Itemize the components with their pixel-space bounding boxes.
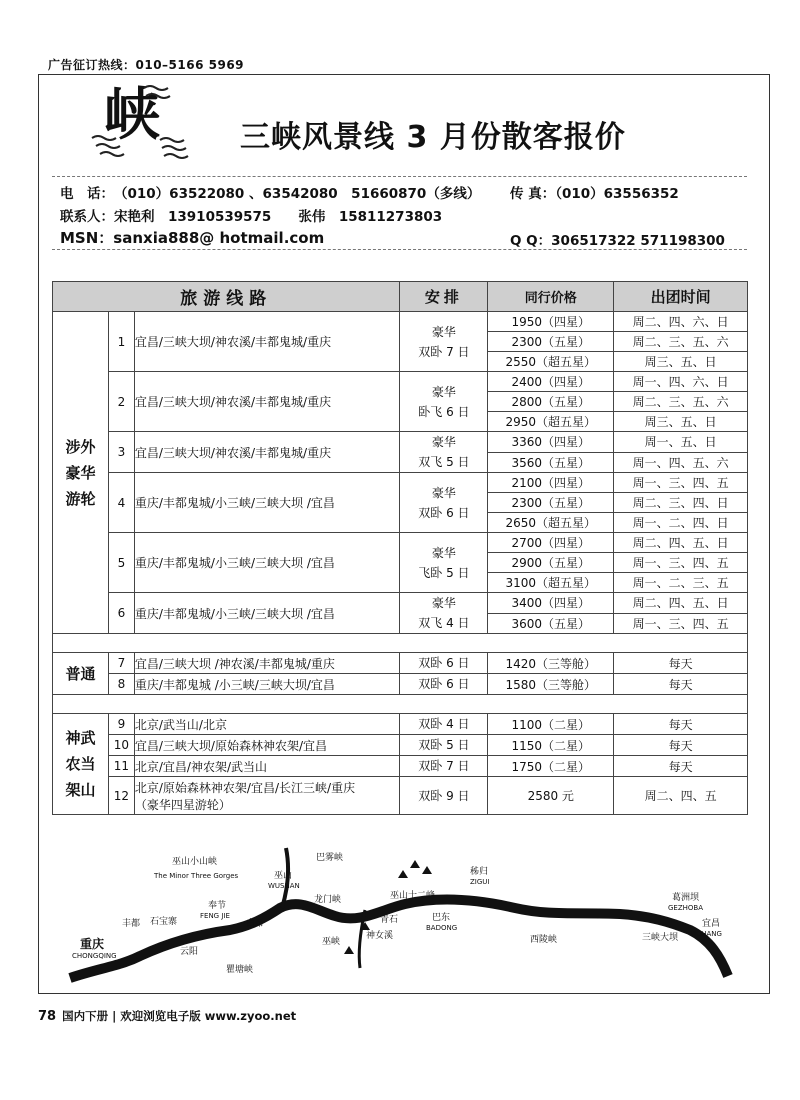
msn-label: MSN：	[60, 229, 114, 247]
price-cell: 2800（五星）	[488, 392, 614, 412]
map-label-qingshi: 青石	[380, 915, 399, 925]
map-label-fengjie: 奉节	[208, 901, 227, 911]
route-number: 5	[108, 533, 134, 593]
qq-label: Q Q：	[510, 233, 552, 249]
route-arrangement: 豪华 双飞 4 日	[400, 593, 488, 634]
time-cell: 每天	[614, 674, 748, 695]
route-name: 宜昌/三峡大坝 /神农溪/丰都鬼城/重庆	[134, 653, 400, 674]
time-cell: 周二、四、五、日	[614, 593, 748, 614]
map-label-twelve-peaks: 巫山十二峰	[390, 891, 436, 901]
phone-value: （010）63522080 、63542080 51660870（多线）	[114, 186, 481, 202]
route-name: 宜昌/三峡大坝/原始森林神农架/宜昌	[134, 735, 400, 756]
map-label-longmenxia: 龙门峡	[314, 895, 342, 905]
time-cell: 周一、二、三、五	[614, 573, 748, 593]
map-label-wuxia: 巫峡	[322, 937, 341, 947]
map-label-gezhouba-en: GEZHOBA	[668, 904, 704, 912]
table-row	[53, 653, 748, 674]
time-cell: 周一、五、日	[614, 432, 748, 453]
price-cell: 1150（二星）	[488, 735, 614, 756]
route-arrangement: 豪华 卧飞 6 日	[400, 372, 488, 432]
yangtze-river	[70, 900, 728, 978]
route-number: 7	[108, 653, 134, 674]
price-cell: 3560（五星）	[488, 452, 614, 473]
route-name: 北京/宜昌/神农架/武当山	[134, 756, 400, 777]
time-cell: 每天	[614, 714, 748, 735]
msn-value: sanxia888@ hotmail.com	[113, 229, 325, 247]
route-arrangement: 豪华 双卧 6 日	[400, 473, 488, 533]
fax-row	[510, 182, 679, 202]
table-gap	[53, 634, 748, 653]
price-cell: 1100（二星）	[488, 714, 614, 735]
map-label-xilingxia: 西陵峡	[530, 935, 558, 945]
price-cell: 3400（四星）	[488, 593, 614, 614]
route-number: 8	[108, 674, 134, 695]
price-cell: 3600（五星）	[488, 613, 614, 634]
route-name: 重庆/丰都鬼城/小三峡/三峡大坝 /宜昌	[134, 593, 400, 634]
table-row	[53, 372, 748, 392]
map-label-yichang: 宜昌	[702, 919, 721, 929]
route-name: 重庆/丰都鬼城/小三峡/三峡大坝 /宜昌	[134, 533, 400, 593]
price-cell: 2950（超五星）	[488, 412, 614, 432]
map-label-sanxia-daba: 三峡大坝	[642, 933, 679, 943]
footer-text: 国内下册 | 欢迎浏览电子版 www.zyoo.net	[62, 1009, 297, 1023]
logo-character: 峡	[104, 82, 160, 148]
table-row	[53, 312, 748, 332]
time-cell: 周一、四、五、六	[614, 452, 748, 473]
table-gap	[53, 695, 748, 714]
table-row	[53, 735, 748, 756]
route-arrangement: 豪华 双飞 5 日	[400, 432, 488, 473]
table-header	[53, 282, 748, 312]
route-name: 北京/武当山/北京	[134, 714, 400, 735]
price-cell: 3100（超五星）	[488, 573, 614, 593]
price-cell: 2580 元	[488, 777, 614, 815]
price-cell: 3360（四星）	[488, 432, 614, 453]
phone-row	[60, 182, 480, 202]
time-cell: 周一、四、六、日	[614, 372, 748, 392]
map-label-qutangxia: 瞿塘峡	[226, 965, 254, 975]
header-price: 同行价格	[488, 282, 614, 312]
time-cell: 周二、四、五、日	[614, 533, 748, 553]
route-arrangement: 双卧 6 日	[400, 674, 488, 695]
price-cell: 1750（二星）	[488, 756, 614, 777]
fax-value: （010）63556352	[555, 186, 679, 202]
map-label-yichang-en: YICHANG	[690, 930, 722, 938]
map-label-wushan: 巫山	[274, 871, 293, 881]
route-number: 10	[108, 735, 134, 756]
route-name: 宜昌/三峡大坝/神农溪/丰都鬼城/重庆	[134, 312, 400, 372]
header-route: 旅游线路	[53, 282, 400, 312]
price-cell: 2700（四星）	[488, 533, 614, 553]
route-number: 3	[108, 432, 134, 473]
route-number: 9	[108, 714, 134, 735]
person-row	[60, 205, 442, 225]
time-cell: 周二、三、四、日	[614, 493, 748, 513]
time-cell: 每天	[614, 653, 748, 674]
fax-label: 传 真：	[510, 186, 556, 202]
wave-icon	[90, 80, 210, 172]
map-label-zigui-en: ZIGUI	[470, 878, 490, 886]
route-arrangement: 双卧 6 日	[400, 653, 488, 674]
contact-block	[52, 176, 747, 250]
table-row	[53, 593, 748, 614]
route-number: 11	[108, 756, 134, 777]
phone-label: 电 话：	[60, 186, 114, 202]
person-value: 宋艳利 13910539575 张伟 15811273803	[114, 209, 443, 225]
ad-hotline: 广告征订热线：010–5166 5969	[48, 58, 245, 72]
time-cell: 周一、二、四、日	[614, 513, 748, 533]
route-name: 宜昌/三峡大坝/神农溪/丰都鬼城/重庆	[134, 372, 400, 432]
time-cell: 周三、五、日	[614, 412, 748, 432]
map-label-chongqing: 重庆	[80, 937, 105, 951]
category-normal: 普通	[53, 653, 109, 695]
route-arrangement: 豪华 飞卧 5 日	[400, 533, 488, 593]
table-row	[53, 777, 748, 815]
table-row	[53, 432, 748, 453]
map-label-baidi: 白帝	[246, 919, 265, 929]
price-cell: 2400（四星）	[488, 372, 614, 392]
qq-row	[510, 229, 725, 249]
route-name: 重庆/丰都鬼城/小三峡/三峡大坝 /宜昌	[134, 473, 400, 533]
qq-value: 306517322 571198300	[551, 233, 725, 249]
time-cell: 周三、五、日	[614, 352, 748, 372]
gorge-logo	[90, 80, 210, 172]
category-shennong: 神武 农当 架山	[53, 714, 109, 815]
price-cell: 2100（四星）	[488, 473, 614, 493]
route-number: 12	[108, 777, 134, 815]
map-label-shennvxi: 神女溪	[366, 931, 394, 941]
msn-row	[60, 227, 324, 248]
price-cell: 1950（四星）	[488, 312, 614, 332]
map-label-chongqing-en: CHONGQING	[72, 952, 117, 960]
price-cell: 2550（超五星）	[488, 352, 614, 372]
route-name: 宜昌/三峡大坝/神农溪/丰都鬼城/重庆	[134, 432, 400, 473]
time-cell: 周一、三、四、五	[614, 553, 748, 573]
table-row	[53, 533, 748, 553]
map-label-bawuxia: 巴雾峡	[316, 853, 344, 863]
map-label-badong: 巴东	[432, 913, 451, 923]
route-arrangement: 双卧 5 日	[400, 735, 488, 756]
three-gorges-map	[60, 838, 750, 996]
map-label-wushan-xiaoxia: 巫山小山峡	[172, 857, 218, 867]
map-label-fengjie-en: FENG JIE	[200, 912, 230, 920]
map-label-gezhouba: 葛洲坝	[672, 893, 700, 903]
map-label-shibaozhai: 石宝寨	[150, 917, 178, 927]
route-arrangement: 双卧 9 日	[400, 777, 488, 815]
page-number: 78	[38, 1009, 57, 1024]
route-arrangement: 双卧 7 日	[400, 756, 488, 777]
map-label-yunyang: 云阳	[180, 947, 199, 957]
time-cell: 周二、三、五、六	[614, 332, 748, 352]
person-label: 联系人：	[60, 209, 114, 225]
header-time: 出团时间	[614, 282, 748, 312]
price-table	[52, 281, 748, 815]
table-row	[53, 756, 748, 777]
time-cell: 周二、三、五、六	[614, 392, 748, 412]
price-cell: 2300（五星）	[488, 493, 614, 513]
table-row	[53, 714, 748, 735]
category-cruise: 涉外 豪华 游轮	[53, 312, 109, 634]
map-label-wushan-en: WUSHAN	[268, 882, 300, 890]
price-cell: 2900（五星）	[488, 553, 614, 573]
route-name: 重庆/丰都鬼城 /小三峡/三峡大坝/宜昌	[134, 674, 400, 695]
route-number: 6	[108, 593, 134, 634]
price-cell: 2650（超五星）	[488, 513, 614, 533]
map-label-minor-gorges: The Minor Three Gorges	[154, 872, 239, 880]
map-label-badong-en: BADONG	[426, 924, 458, 932]
time-cell: 每天	[614, 735, 748, 756]
page-title: 三峡风景线 3 月份散客报价	[240, 120, 626, 155]
route-arrangement: 双卧 4 日	[400, 714, 488, 735]
header-arrange: 安排	[400, 282, 488, 312]
time-cell: 周二、四、六、日	[614, 312, 748, 332]
table-row	[53, 473, 748, 493]
page-footer	[38, 1008, 296, 1024]
route-name: 北京/原始森林神农架/宜昌/长江三峡/重庆 （豪华四星游轮）	[134, 777, 400, 815]
price-cell: 2300（五星）	[488, 332, 614, 352]
map-label-zigui: 秭归	[470, 867, 489, 877]
time-cell: 周一、三、四、五	[614, 473, 748, 493]
time-cell: 每天	[614, 756, 748, 777]
route-number: 1	[108, 312, 134, 372]
route-number: 4	[108, 473, 134, 533]
time-cell: 周一、三、四、五	[614, 613, 748, 634]
route-arrangement: 豪华 双卧 7 日	[400, 312, 488, 372]
table-row	[53, 674, 748, 695]
route-number: 2	[108, 372, 134, 432]
map-label-fengdu: 丰都	[122, 919, 141, 929]
price-cell: 1420（三等舱）	[488, 653, 614, 674]
price-cell: 1580（三等舱）	[488, 674, 614, 695]
time-cell: 周二、四、五	[614, 777, 748, 815]
